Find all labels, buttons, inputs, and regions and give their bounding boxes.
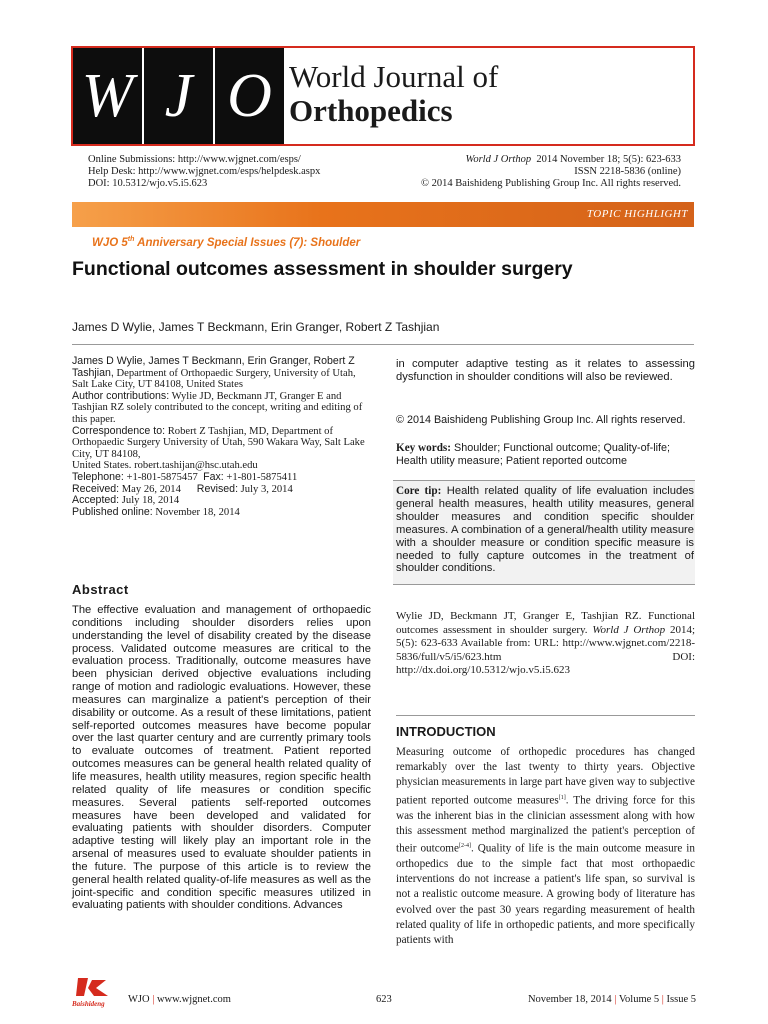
reference-2-4[interactable]: [2-4] [458, 842, 471, 849]
author-list: James D Wylie, James T Beckmann, Erin Granger, Robert Z Tashjian [72, 320, 440, 334]
publisher-logo [72, 976, 118, 1008]
help-desk-link[interactable]: Help Desk: http://www.wjgnet.com/esps/helpdesk.aspx [88, 166, 321, 177]
journal-title-line1: World Journal of [289, 59, 499, 94]
footer-journal: WJO | www.wjgnet.com [128, 994, 231, 1005]
abstract-continued: in computer adaptive testing as it relates to assessing dysfunction in shoulder conditions will also be reviewed. [396, 358, 695, 383]
accepted-date: Accepted: July 18, 2014 [72, 494, 180, 507]
issue-date: 2014 November 18; 5(5): 623-633 [536, 154, 681, 165]
citation: Wylie JD, Beckmann JT, Granger E, Tashjian RZ. Functional outcomes assessment in shoulder surgery. World J Orthop 2014; 5(5): 623-633 Available from: URL: http://www.wjgnet.com/2218-5836/full/v5/i5/623.htm DOI: http://dx.doi.org/10.5312/wjo.v5.i5.623 [396, 610, 696, 676]
publisher-name: Baishideng [72, 1000, 105, 1008]
issn: ISSN 2218-5836 (online) [574, 166, 681, 177]
journal-title [289, 60, 498, 128]
footer-issue: November 18, 2014 | Volume 5 | Issue 5 [527, 994, 696, 1005]
reference-1[interactable]: [1] [558, 794, 566, 801]
published-date: Published online: November 18, 2014 [72, 505, 240, 518]
received-date: Received: May 26, 2014 Revised: July 3, 2014 [72, 482, 293, 495]
baishideng-logo-icon [72, 976, 118, 1008]
affiliation-block [72, 356, 372, 518]
abstract-copyright: © 2014 Baishideng Publishing Group Inc. All rights reserved. [396, 414, 686, 426]
introduction-body: Measuring outcome of orthopedic procedures has changed remarkably over the last twenty to thirty years. Objective physician measurements in large part have given way to subjective patient reported outcome measures[1]. The driving force for this was the inherent bias in the clinician assessment along with how this assessment method marginalized the patient's perception of their outcome[2-4]. Quality of life is the main outcome measure in orthopedics due to the simple fact that most orthopaedic interventions do not increase a patient's life span, so survival is not a realistic outcome measure. A growing body of literature has evolved over the past 30 years regarding measurement of health related quality of life in orthopedic patients, and more specifically patients with [396, 746, 695, 946]
core-tip: Core tip: Health related quality of life evaluation includes general health measures, health utility measures, general shoulder measures and condition specific shoulder measures. A combination of a general/health utility measure with a shoulder measure or condition specific measure is needed to fully capture outcomes in the treatment of shoulder conditions. [396, 485, 695, 575]
divider [72, 344, 694, 345]
correspondence-email: United States. robert.tashijan@hsc.utah.edu [72, 460, 258, 472]
abstract-heading: Abstract [72, 582, 129, 597]
issue-info [421, 154, 681, 190]
logo-letter-j: J [144, 48, 213, 144]
article-title: Functional outcomes assessment in shoulder surgery [72, 258, 573, 280]
introduction-heading: INTRODUCTION [396, 724, 496, 739]
journal-title-line2: Orthopedics [289, 93, 453, 128]
submission-info [88, 154, 320, 190]
telephone-fax: Telephone: +1-801-5875457 Fax: +1-801-5875411 [72, 470, 298, 483]
author-contributions: Author contributions: Wylie JD, Beckmann JT, Granger E and Tashjian RZ solely contributed to the concept, writing and editing of this paper. [72, 389, 363, 425]
online-submissions-link[interactable]: Online Submissions: http://www.wjgnet.com/esps/ [88, 154, 301, 165]
doi-text: DOI: 10.5312/wjo.v5.i5.623 [88, 178, 208, 189]
journal-abbr: World J Orthop [465, 154, 532, 165]
footer-site-link[interactable]: www.wjgnet.com [156, 994, 231, 1005]
correspondence: Correspondence to: Robert Z Tashjian, MD, Department of Orthopaedic Surgery University of Utah, 590 Wakara Way, Salt Lake City, UT 84108, [72, 424, 365, 460]
logo-letter-w: W [73, 48, 142, 144]
special-issue-label: WJO 5th Anniversary Special Issues (7): Shoulder [92, 236, 361, 249]
divider [396, 715, 695, 716]
abstract-body: The effective evaluation and management of orthopaedic conditions including shoulder disorders relies upon understanding the level of disability created by the disease process. Validated outcome measures are critical to the evaluation process. Traditionally, outcome measures have been physician derived objective evaluations including range of motion and radiologic evaluations. However, these measures can marginalize a patient's perception of their disability or outcome. As a result of these limitations, patient self-reported outcomes measures have become popular over the last quarter century and are currently primary tools to evaluate outcomes of treatment. Patient reported outcomes measures can be general health related quality of life measures, health utility measures, region specific health related quality of life measures or condition specific measures. Several patients self-reported outcomes measures have been developed and validated for evaluating patients with shoulder disorders. Computer adaptive testing will likely play an important role in the arsenal of measures used to evaluate shoulder patients in the future. The purpose of this article is to review the general health related quality-of-life measures as well as the joint-specific and condition specific measures utilized in evaluating patients with shoulder conditions. Advances [72, 604, 371, 912]
header-copyright: © 2014 Baishideng Publishing Group Inc. All rights reserved. [421, 178, 681, 189]
page-number: 623 [376, 994, 392, 1005]
affiliation: James D Wylie, James T Beckmann, Erin Granger, Robert Z Tashjian, Department of Orthopaedic Surgery, University of Utah, Salt Lake City, UT 84108, United States [72, 355, 356, 391]
journal-masthead [71, 46, 695, 146]
topic-label: TOPIC HIGHLIGHT [586, 208, 688, 220]
keywords: Key words: Shoulder; Functional outcome; Quality-of-life; Health utility measure; Patient reported outcome [396, 442, 671, 467]
logo-letter-o: O [215, 48, 284, 144]
topic-highlight-bar [72, 202, 694, 227]
